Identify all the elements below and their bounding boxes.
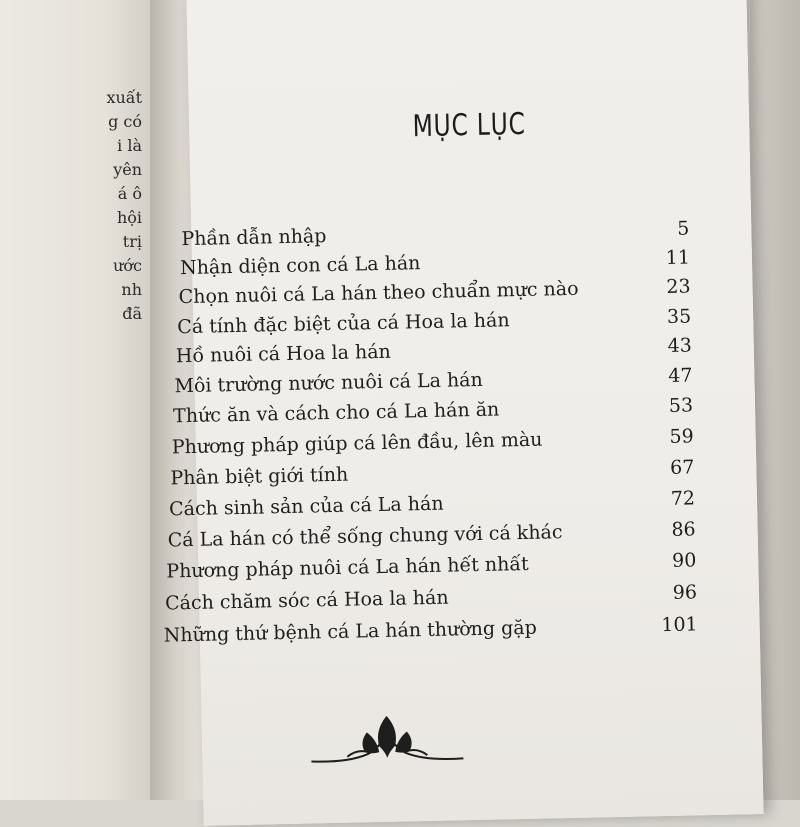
toc-entry-title: Phần dẫn nhập bbox=[181, 225, 327, 251]
toc-entry-title: Cách sinh sản của cá La hán bbox=[168, 492, 444, 521]
leaf-ornament-icon bbox=[306, 710, 467, 773]
left-page-text: á ô bbox=[117, 184, 142, 203]
toc-entry-page: 47 bbox=[668, 364, 693, 387]
toc-entry-page: 72 bbox=[670, 487, 696, 510]
left-page-text: yên bbox=[113, 160, 142, 179]
toc-entry-title: Phương pháp nuôi cá La hán hết nhất bbox=[166, 552, 529, 583]
toc-entry-title: Cách chăm sóc cá Hoa la hán bbox=[164, 586, 449, 615]
toc-entry-title: Cá La hán có thể sống chung với cá khác bbox=[167, 521, 563, 552]
toc-entry-title: Môi trường nước nuôi cá La hán bbox=[174, 368, 483, 398]
toc-entry-page: 86 bbox=[671, 518, 696, 541]
toc-entry-title: Phân biệt giới tính bbox=[170, 463, 349, 490]
toc-entry-page: 43 bbox=[667, 334, 693, 357]
toc-entry-page: 96 bbox=[672, 581, 698, 604]
left-page bbox=[0, 0, 150, 800]
toc-entry-page: 11 bbox=[665, 246, 691, 269]
toc-entry-title: Cá tính đặc biệt của cá Hoa la hán bbox=[177, 309, 510, 339]
toc-entry-page: 23 bbox=[666, 275, 691, 298]
toc-entry-page: 90 bbox=[671, 549, 697, 572]
left-page-text: đã bbox=[122, 304, 142, 323]
left-page-text: ước bbox=[113, 256, 142, 275]
toc-entry-title: Hồ nuôi cá Hoa la hán bbox=[175, 340, 392, 368]
toc-entry-title: Nhận diện con cá La hán bbox=[179, 252, 421, 280]
toc-list bbox=[163, 0, 763, 826]
toc-entry-page: 67 bbox=[669, 456, 695, 479]
page-title: MỤC LỤC bbox=[412, 106, 527, 145]
left-page-text: trị bbox=[122, 232, 142, 251]
left-page-text: i là bbox=[117, 136, 142, 155]
left-page-text: g có bbox=[108, 112, 142, 131]
toc-page bbox=[163, 0, 763, 826]
left-page-text: hội bbox=[116, 208, 142, 227]
left-page-text: nh bbox=[121, 280, 142, 299]
toc-entry-page: 35 bbox=[666, 305, 692, 328]
toc-entry-page: 53 bbox=[668, 394, 694, 417]
toc-entry-title: Thức ăn và cách cho cá La hán ăn bbox=[172, 398, 500, 428]
toc-entry-page: 59 bbox=[669, 425, 694, 448]
left-page-text: xuất bbox=[106, 88, 142, 107]
toc-entry-title: Phương pháp giúp cá lên đầu, lên màu bbox=[171, 428, 543, 459]
toc-entry-page: 5 bbox=[677, 217, 690, 240]
toc-entry-page: 101 bbox=[661, 613, 698, 637]
toc-entry-title: Những thứ bệnh cá La hán thường gặp bbox=[163, 616, 538, 647]
toc-entry-title: Chọn nuôi cá La hán theo chuẩn mực nào bbox=[178, 277, 579, 309]
